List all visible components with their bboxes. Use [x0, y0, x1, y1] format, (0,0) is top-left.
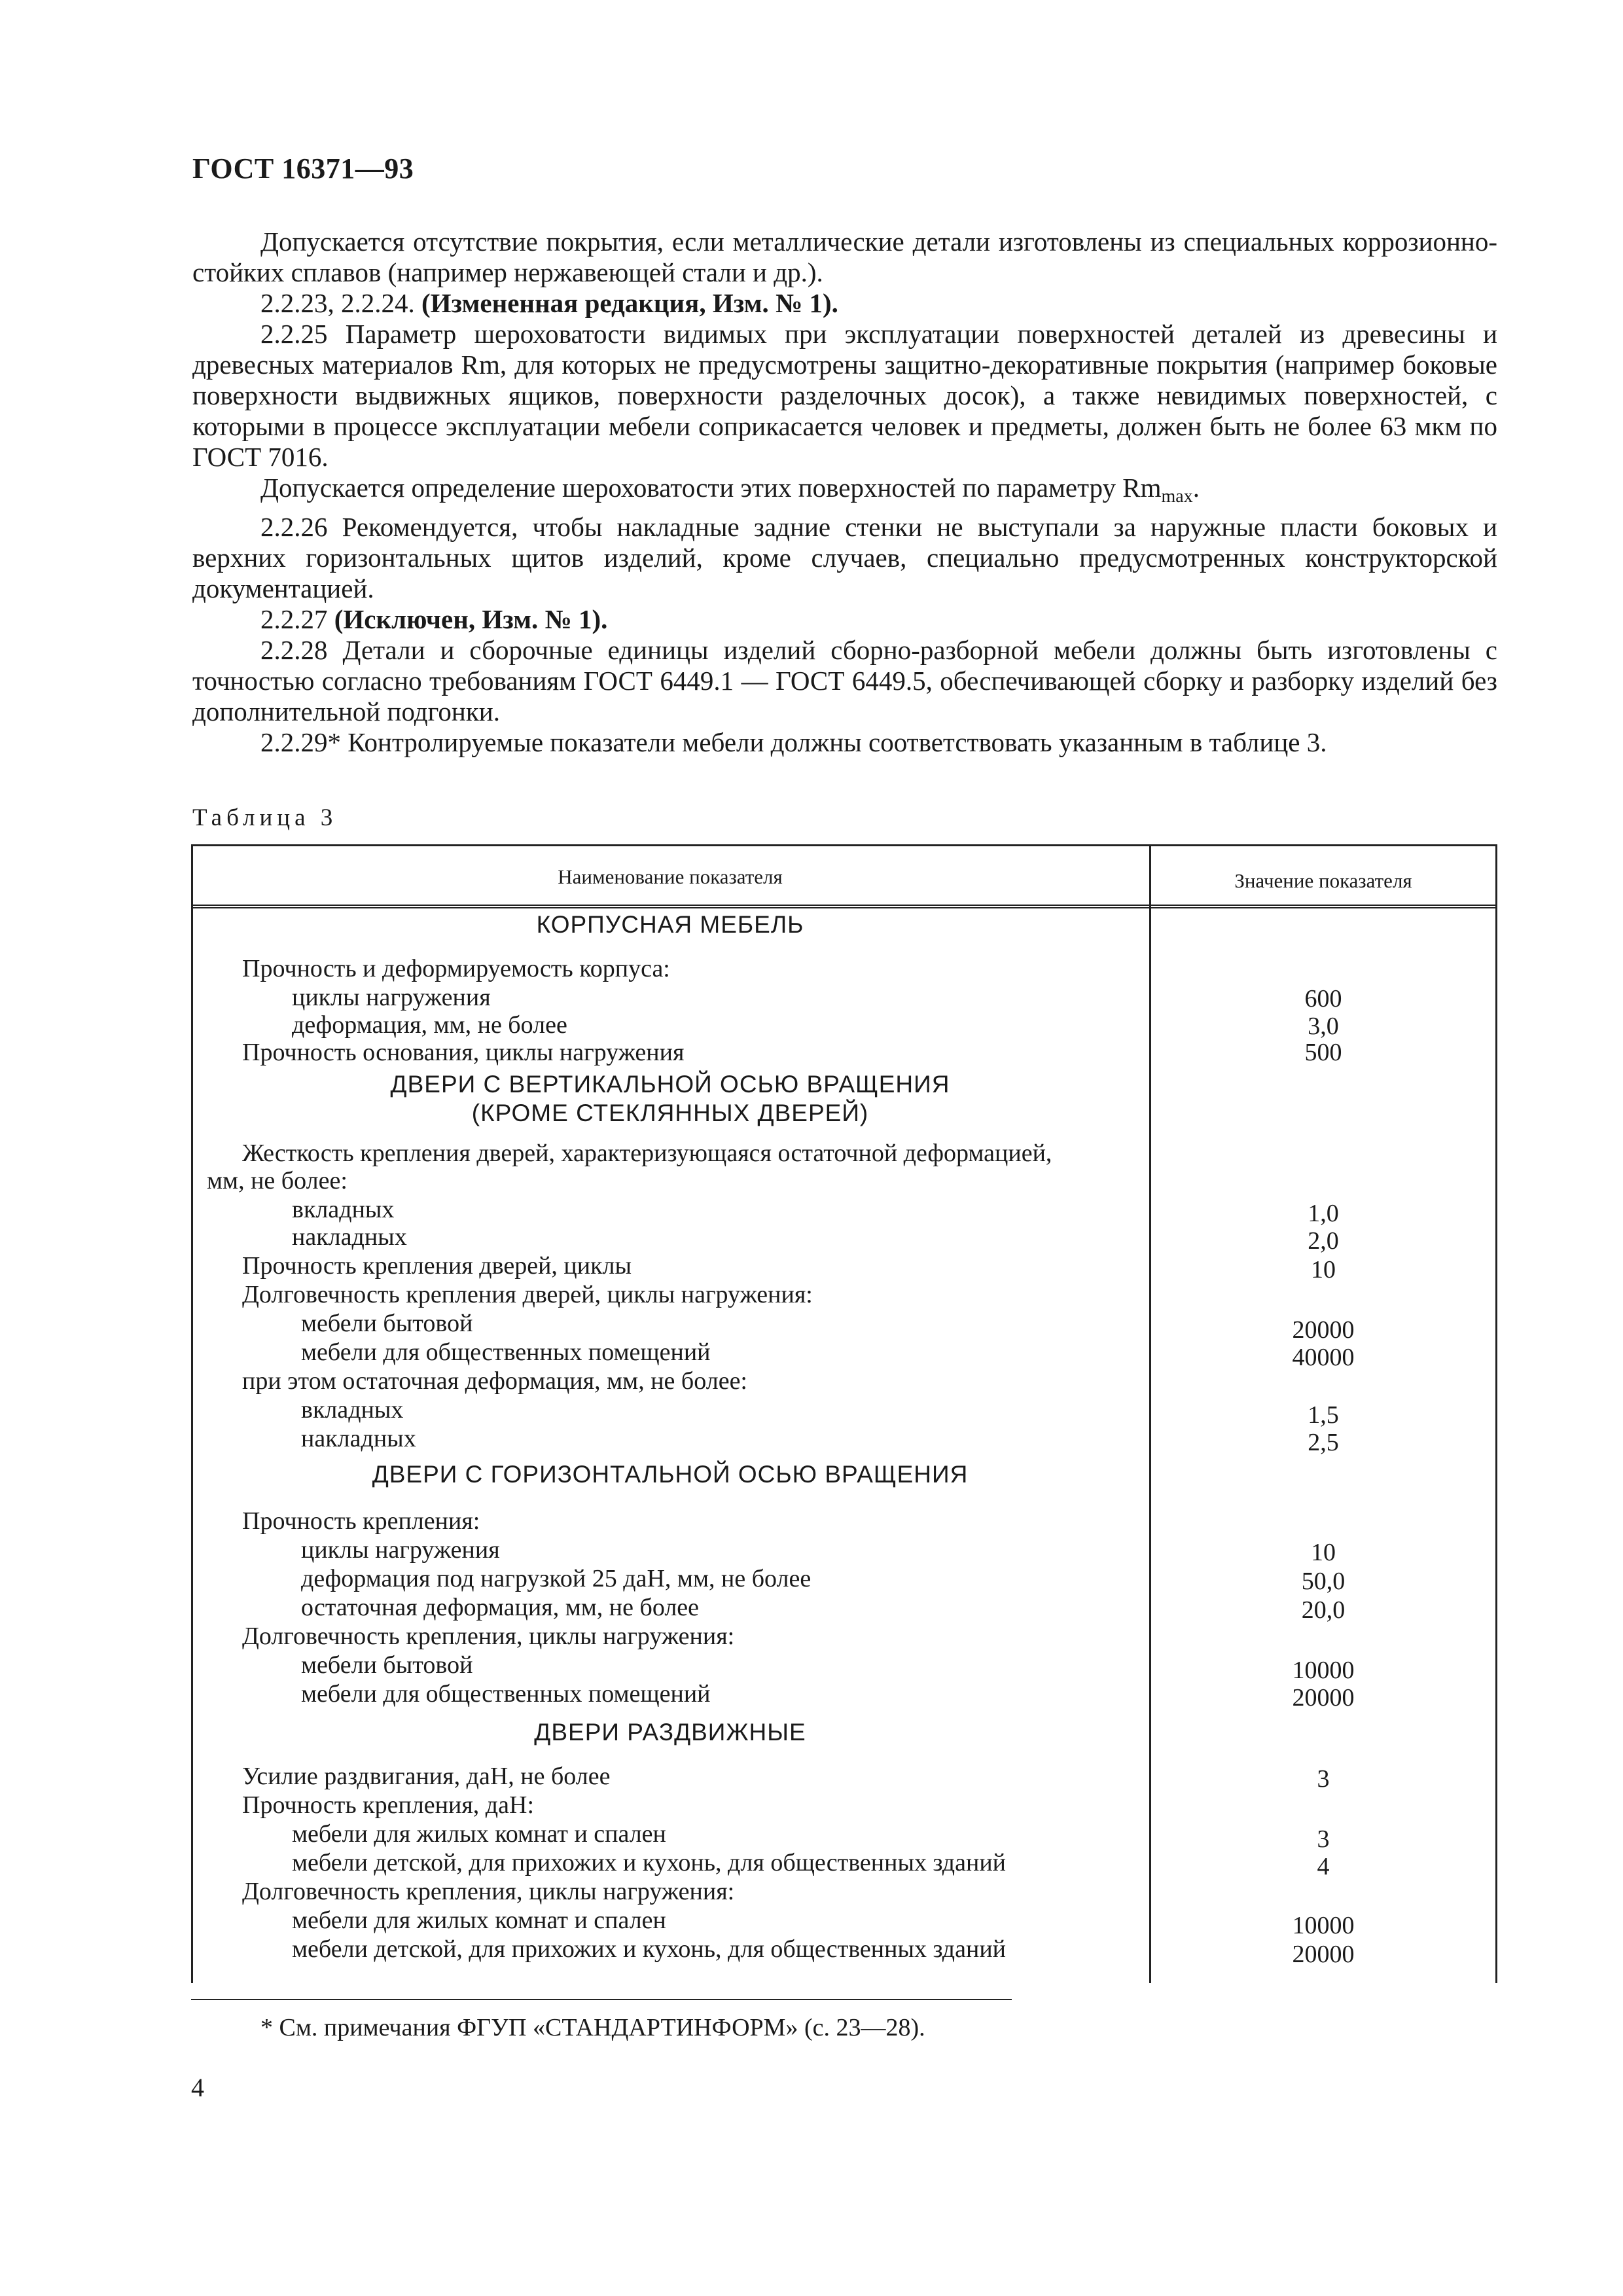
- document-id: ГОСТ 16371—93: [192, 152, 414, 185]
- table-row: деформация под нагрузкой 25 даН, мм, не более 50,0: [301, 1565, 1346, 1595]
- table-row: циклы нагружения 10: [301, 1536, 1336, 1566]
- paragraph: Допускается определение шероховатости этих поверхностей по параметру $Rm_{max}$.: [260, 473, 1200, 507]
- column-header-name: Наименование показателя: [558, 865, 783, 888]
- table-row: Прочность крепления дверей, циклы 10: [242, 1252, 1336, 1283]
- table-row: Прочность основания, циклы нагружения 500: [242, 1039, 1342, 1066]
- footnote: * См. примечания ФГУП «СТАНДАРТИНФОРМ» (с. 23—28).: [260, 2014, 925, 2041]
- paragraph: 2.2.25 Параметр шероховатости видимых при эксплуатации поверхностей деталей из древесины и древесных материалов Rm, для которых не предусмотрены защитно-декоративные покрытия (например боковые поверхности выдвижных ящиков, поверхности разделочных досок), а также невидимых поверхностей, с которыми в процессе эксплуатации мебели соприкасается человек и предметы, должен быть не более 63 мкм по ГОСТ 7016.: [192, 319, 1497, 472]
- paragraph: 2.2.29* Контролируемые показатели мебели должны соответствовать указанным в таблице 3.: [260, 727, 1327, 757]
- table-row: мм, не более:: [207, 1167, 348, 1194]
- table-row: мебели для жилых комнат и спален 10000: [292, 1907, 1355, 1939]
- table-caption: Таблица 3: [192, 804, 338, 831]
- table-row: мебели бытовой 10000: [301, 1651, 1355, 1684]
- header-rule: [191, 905, 1497, 908]
- table-row: накладных 2,5: [301, 1425, 1339, 1456]
- table-row: Долговечность крепления дверей, циклы нагружения:: [242, 1281, 813, 1308]
- table-row: Усилие раздвигания, даН, не более 3: [242, 1763, 1330, 1793]
- table-row: циклы нагружения 600: [292, 984, 1342, 1013]
- column-header-value: Значение показателя: [1234, 869, 1412, 892]
- page-number: 4: [191, 2073, 204, 2102]
- table-row: при этом остаточная деформация, мм, не более:: [242, 1367, 747, 1395]
- table-row: деформация, мм, не более 3,0: [292, 1011, 1339, 1040]
- table-row: мебели для жилых комнат и спален 3: [292, 1820, 1330, 1853]
- section-heading: (КРОМЕ СТЕКЛЯННЫХ ДВЕРЕЙ): [471, 1100, 869, 1126]
- table-row: мебели для общественных помещений 40000: [301, 1338, 1355, 1371]
- table-row: Жесткость крепления дверей, характеризующаяся остаточной деформацией,: [242, 1139, 1052, 1167]
- body-text: [192, 226, 1497, 758]
- section-heading: ДВЕРИ С ГОРИЗОНТАЛЬНОЙ ОСЬЮ ВРАЩЕНИЯ: [372, 1461, 969, 1488]
- table-row: мебели для общественных помещений 20000: [301, 1680, 1355, 1712]
- paragraph: Допускается отсутствие покрытия, если металлические детали изготовлены из специальных коррозионно-стойких сплавов (например нержавеющей стали и др.).: [192, 226, 1497, 287]
- clause-number: 2.2.23, 2.2.24.: [260, 288, 415, 318]
- subscript: max: [1161, 486, 1193, 507]
- section-heading: ДВЕРИ С ВЕРТИКАЛЬНОЙ ОСЬЮ ВРАЩЕНИЯ: [390, 1071, 950, 1098]
- table-row: мебели детской, для прихожих и кухонь, для общественных зданий 4: [292, 1849, 1330, 1880]
- footnote-rule: [191, 1999, 1012, 2000]
- amendment-note: (Измененная редакция, Изм. № 1).: [421, 288, 838, 318]
- section-heading: ДВЕРИ РАЗДВИЖНЫЕ: [534, 1719, 806, 1746]
- paragraph: 2.2.28 Детали и сборочные единицы изделий сборно-разборной мебели должны быть изготовлены с точностью согласно требованиям ГОСТ 6449.1 — ГОСТ 6449.5, обеспечивающей сборку и разборку изделий без дополнительной подгонки.: [192, 635, 1497, 726]
- section-heading: КОРПУСНАЯ МЕБЕЛЬ: [536, 911, 804, 938]
- table-row: вкладных 1,0: [292, 1196, 1339, 1227]
- table-row: Прочность крепления:: [242, 1507, 480, 1535]
- table-row: Долговечность крепления, циклы нагружения:: [242, 1623, 735, 1650]
- table-row: мебели бытовой 20000: [301, 1310, 1355, 1344]
- paragraph: [192, 604, 1497, 635]
- paragraph: 2.2.26 Рекомендуется, чтобы накладные задние стенки не выступали за наружные пласти боковых и верхних горизонтальных щитов изделий, кроме случаев, специально предусмотренных конструкторской документацией.: [192, 512, 1497, 603]
- table-row: Прочность крепления, даН:: [242, 1791, 534, 1819]
- table-row: мебели детской, для прихожих и кухонь, для общественных зданий 20000: [292, 1935, 1355, 1968]
- table-row: Долговечность крепления, циклы нагружения:: [242, 1878, 735, 1905]
- clause-number: 2.2.27: [260, 604, 328, 634]
- table-row: остаточная деформация, мм, не более 20,0: [301, 1594, 1346, 1624]
- amendment-note: (Исключен, Изм. № 1).: [334, 604, 608, 634]
- table-row: Прочность и деформируемость корпуса:: [242, 955, 670, 982]
- table-row: вкладных 1,5: [301, 1396, 1339, 1429]
- paragraph: [192, 288, 1497, 319]
- table-body: [192, 910, 1495, 1968]
- table-row: накладных 2,0: [292, 1223, 1339, 1255]
